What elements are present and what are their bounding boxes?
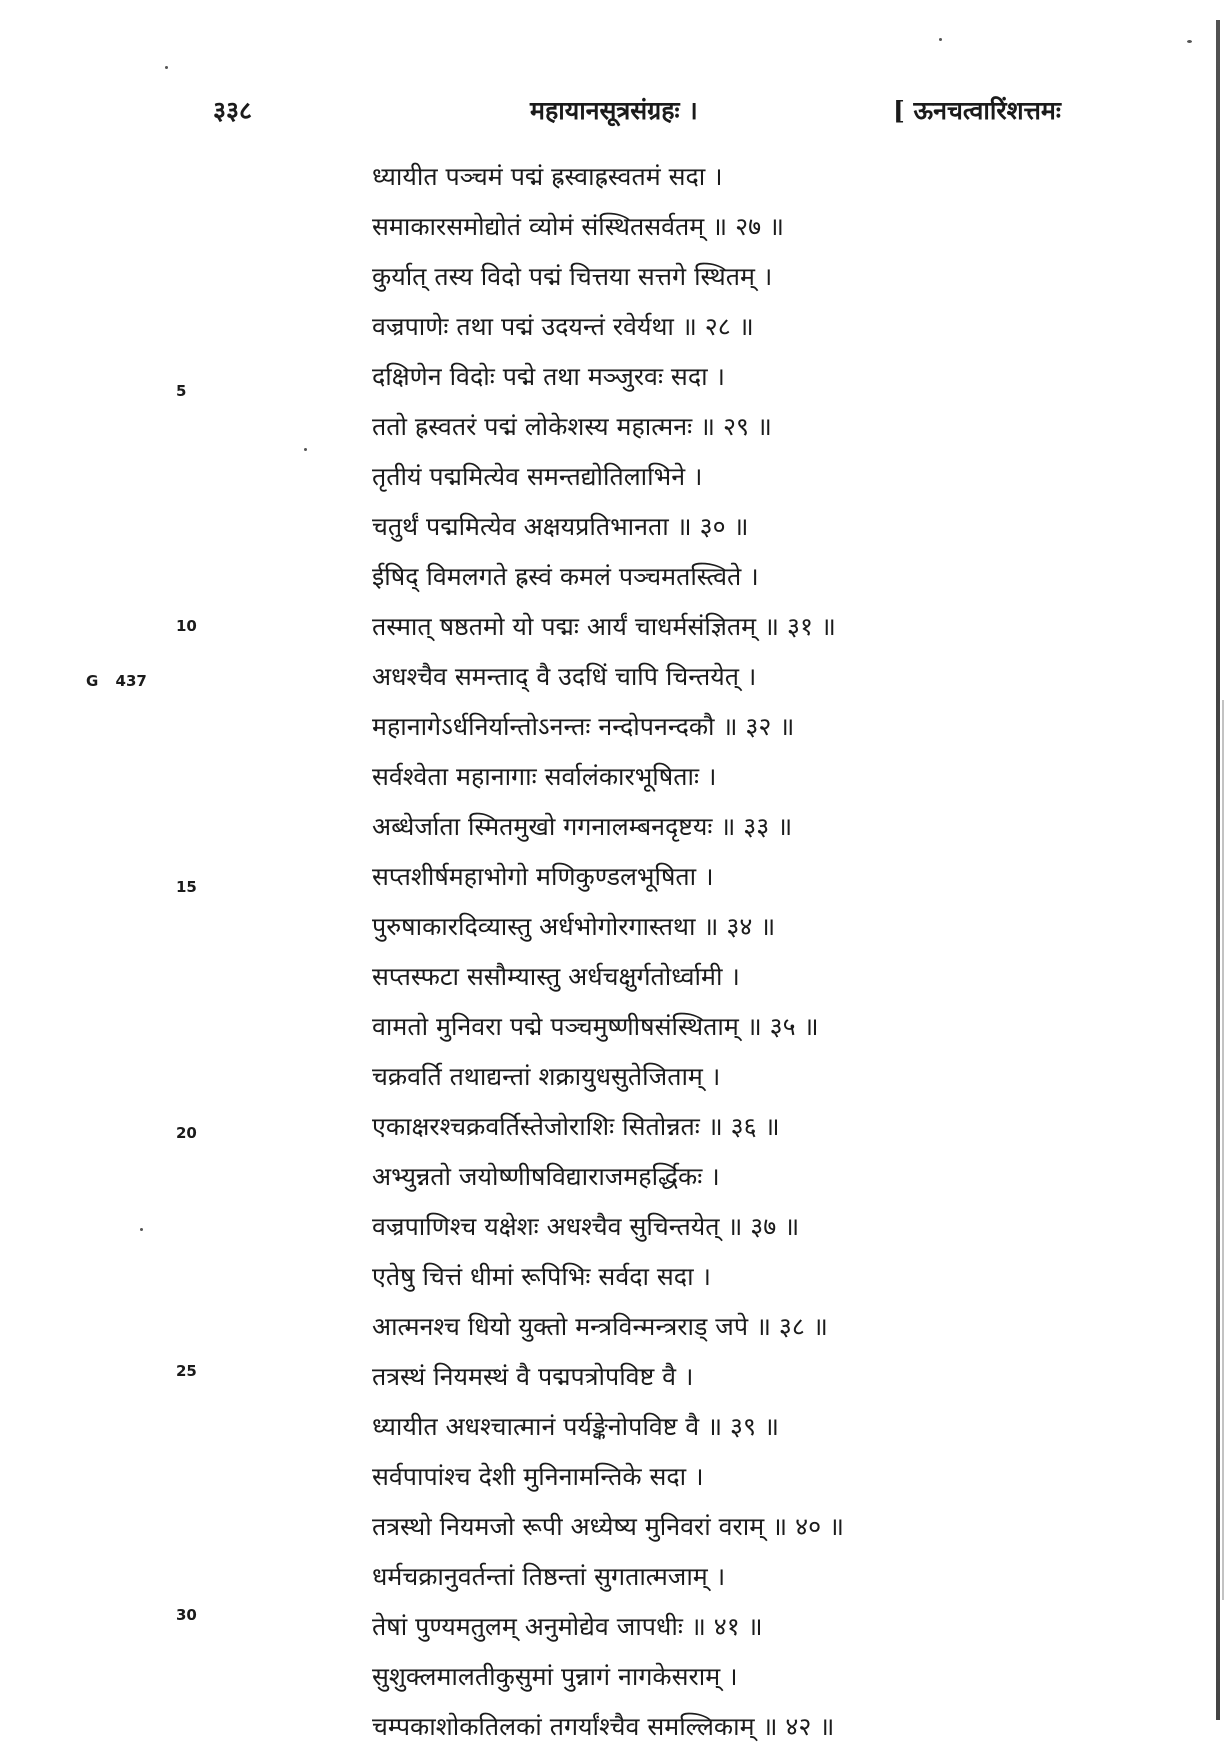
verse-line: कुर्यात् तस्य विदो पद्मं चित्तया सत्तगे स्थितम् । [372,262,773,291]
verse-line: सप्तशीर्षमहाभोगो मणिकुण्डलभूषिता । [372,862,714,891]
verse-line: वज्रपाणिश्च यक्षेशः अधश्चैव सुचिन्तयेत् ॥ ३७ ॥ [372,1212,800,1241]
scan-speck [939,38,942,41]
verse-line: तृतीयं पद्ममित्येव समन्तद्योतिलाभिने । [372,462,703,491]
running-title: महायानसूत्रसंग्रहः । [530,96,698,125]
verse-line: धर्मचक्रानुवर्तन्तां तिष्ठन्तां सुगतात्मजाम् । [372,1562,726,1591]
verse-line: वामतो मुनिवरा पद्मे पञ्चमुष्णीषसंस्थिताम् ॥ ३५ ॥ [372,1012,819,1041]
verse-line: एतेषु चित्तं धीमां रूपिभिः सर्वदा सदा । [372,1262,711,1291]
verse-line: तस्मात् षष्ठतमो यो पद्मः आर्यं चाधर्मसंज्ञितम् ॥ ३१ ॥ [372,612,836,641]
page-number: ३३८ [213,96,253,125]
scan-speck [165,66,168,69]
verse-line: समाकारसमोद्योतं व्योमं संस्थितसर्वतम् ॥ २७ ॥ [372,212,785,241]
line-number: 25 [176,1362,197,1380]
verse-line: तेषां पुण्यमतुलम् अनुमोद्येव जापधीः ॥ ४१ ॥ [372,1612,763,1641]
verse-line: ईषिद् विमलगते ह्रस्वं कमलं पञ्चमतस्त्विते । [372,562,759,591]
scan-speck [140,1228,143,1231]
verse-line: दक्षिणेन विदोः पद्मे तथा मञ्जुरवः सदा । [372,362,726,391]
verse-line: अभ्युन्नतो जयोष्णीषविद्याराजमहर्द्धिकः । [372,1162,720,1191]
running-header [0,93,1232,133]
verse-line: ततो ह्रस्वतरं पद्मं लोकेशस्य महात्मनः ॥ २९ ॥ [372,412,772,441]
verse-line: सप्तस्फटा ससौम्यास्तु अर्धचक्षुर्गतोर्ध्वामी । [372,962,740,991]
verse-line: पुरुषाकारदिव्यास्तु अर्धभोगोरगास्तथा ॥ ३४ ॥ [372,912,776,941]
verse-line: एकाक्षरश्चक्रवर्तिस्तेजोराशिः सितोन्नतः ॥ ३६ ॥ [372,1112,780,1141]
verse-line: तत्रस्थो नियमजो रूपी अध्येष्य मुनिवरां वराम् ॥ ४० ॥ [372,1512,845,1541]
line-number: 30 [176,1606,197,1624]
reference-marker: G 437 [86,672,147,690]
verse-line: वज्रपाणेः तथा पद्मं उदयन्तं रवेर्यथा ॥ २८ ॥ [372,312,754,341]
chapter-heading: [ ऊनचत्वारिंशत्तमः [893,96,1061,125]
line-number: 10 [176,617,197,635]
verse-line: अधश्चैव समन्ताद् वै उदधिं चापि चिन्तयेत् । [372,662,757,691]
verse-line: तत्रस्थं नियमस्थं वै पद्मपत्रोपविष्ट वै । [372,1362,694,1391]
verse-line: अब्धेर्जाता स्मितमुखो गगनालम्बनदृष्टयः ॥ ३३ ॥ [372,812,793,841]
verse-line: सर्वश्वेता महानागाः सर्वालंकारभूषिताः । [372,762,717,791]
line-number: 20 [176,1124,197,1142]
page-spine-shadow [1216,20,1220,1720]
verse-line: चतुर्थं पद्ममित्येव अक्षयप्रतिभानता ॥ ३० ॥ [372,512,749,541]
verse-line: ध्यायीत पञ्चमं पद्मं ह्रस्वाह्रस्वतमं सदा । [372,162,723,191]
verse-line: चक्रवर्ति तथाद्यन्तां शक्रायुधसुतेजिताम् । [372,1062,721,1091]
page-edge-shadow [1222,700,1224,1600]
verse-line: सुशुक्लमालतीकुसुमां पुन्नागं नागकेसराम् । [372,1662,738,1691]
verse-line: ध्यायीत अधश्चात्मानं पर्यङ्केनोपविष्ट वै ॥ ३९ ॥ [372,1412,779,1441]
scan-speck [304,448,307,451]
scan-speck [1187,40,1192,43]
line-number: 15 [176,878,197,896]
verse-line: चम्पकाशोकतिलकां तगर्यांश्चैव समल्लिकाम् ॥ ४२ ॥ [372,1712,835,1741]
verse-line: महानागेऽर्धनिर्यान्तोऽनन्तः नन्दोपनन्दकौ ॥ ३२ ॥ [372,712,795,741]
verse-line: आत्मनश्च धियो युक्तो मन्त्रविन्मन्त्रराड् जपे ॥ ३८ ॥ [372,1312,828,1341]
line-number: 5 [176,382,187,400]
verse-line: सर्वपापांश्च देशी मुनिनामन्तिके सदा । [372,1462,704,1491]
